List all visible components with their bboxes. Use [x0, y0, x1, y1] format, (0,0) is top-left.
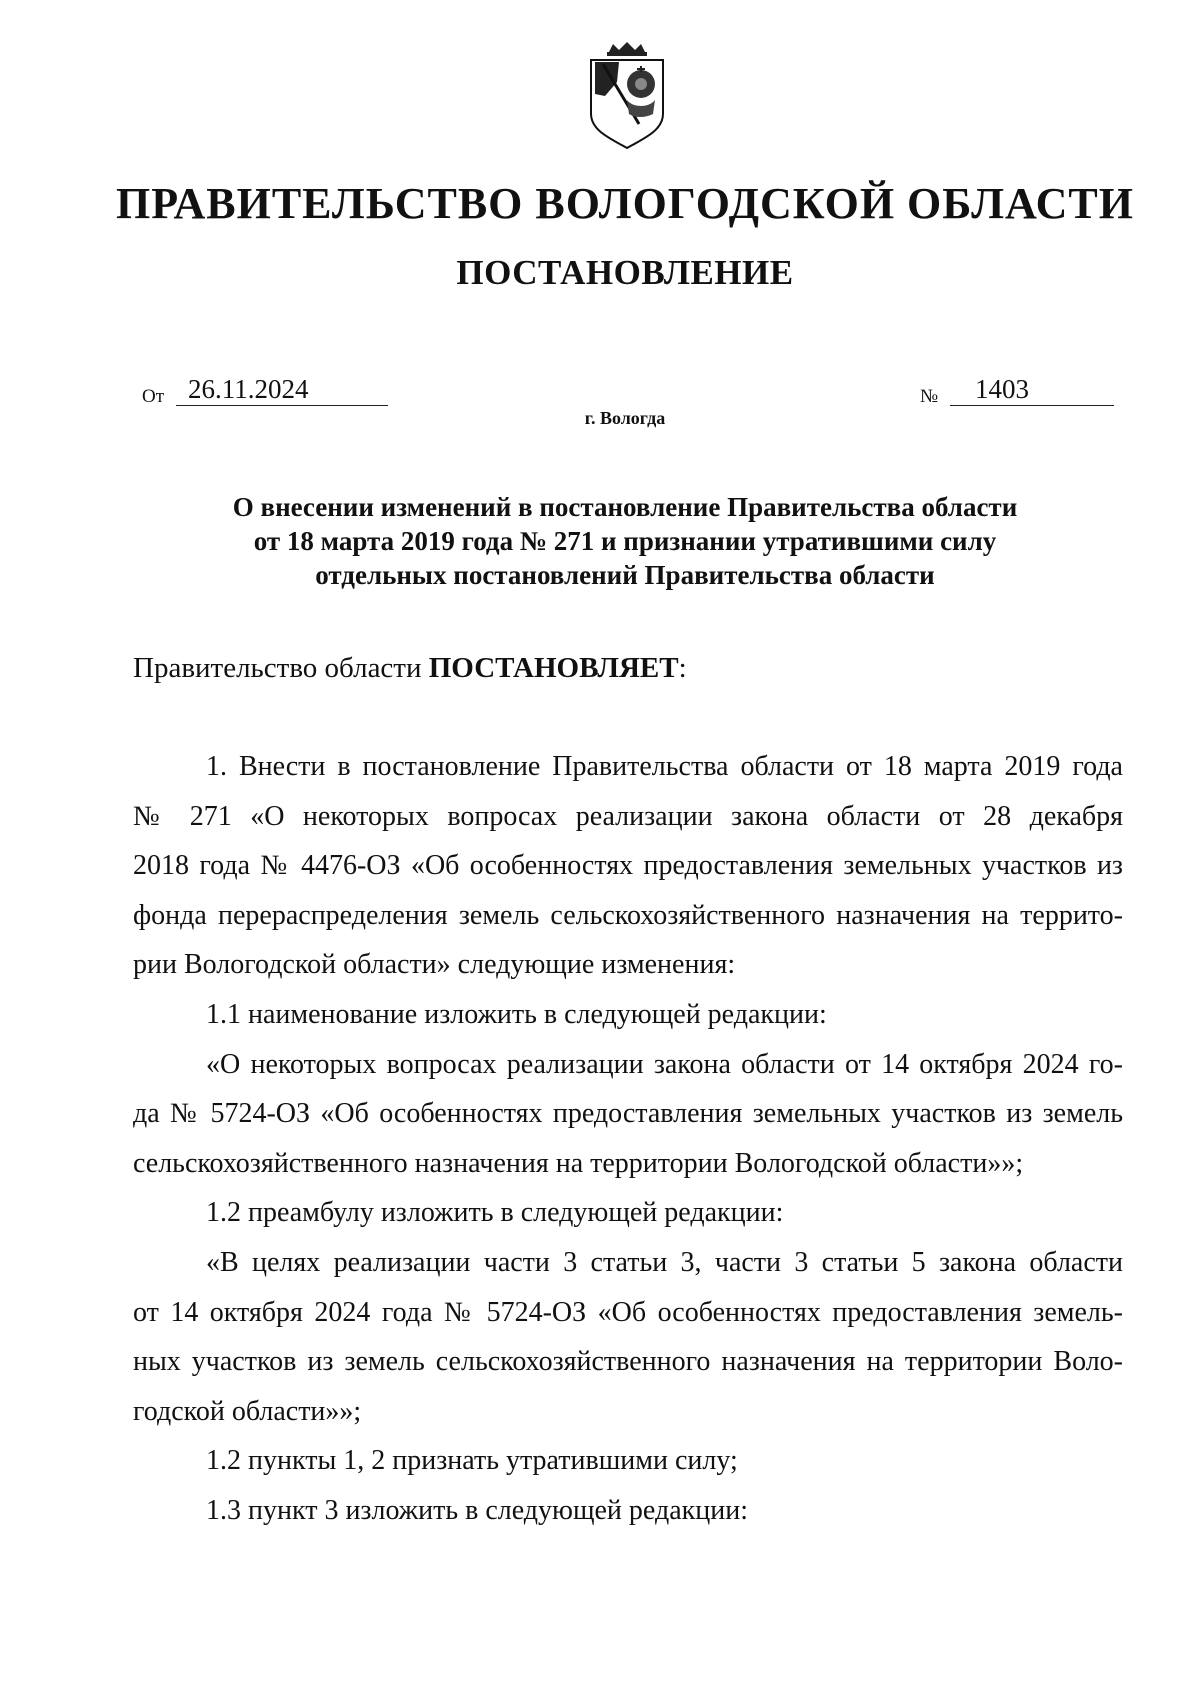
subject-line: О внесении изменений в постановление Правительства области [232, 492, 1018, 522]
body-line: годской области»»; [133, 1395, 362, 1427]
body-text [133, 742, 1123, 1536]
decree-suffix: : [678, 652, 687, 684]
subject-line: от 18 марта 2019 года № 271 и признании утратившими силу [253, 526, 997, 556]
document-subject [0, 490, 1200, 592]
body-line: «О некоторых вопросах реализации закона области от 14 октября 2024 го- [206, 1048, 1123, 1080]
body-line: да № 5724-ОЗ «Об особенностях предоставления земельных участков из земель [133, 1098, 1123, 1130]
document-type: ПОСТАНОВЛЕНИЕ [456, 253, 794, 292]
body-line: «В целях реализации части 3 статьи 3, части 3 статьи 5 закона области [206, 1246, 1123, 1278]
body-line: 1.2 преамбулу изложить в следующей редакции: [206, 1197, 784, 1229]
subject-line: отдельных постановлений Правительства области [315, 560, 935, 590]
coat-of-arms-icon [583, 42, 671, 150]
body-line: от 14 октября 2024 года № 5724-ОЗ «Об особенностях предоставления земель- [133, 1296, 1123, 1328]
body-line: 2018 года № 4476-ОЗ «Об особенностях предоставления земельных участков из [133, 850, 1123, 882]
document-date: 26.11.2024 [176, 374, 388, 406]
date-label: От [142, 386, 165, 407]
decree-prefix: Правительство области [133, 652, 429, 684]
body-line: 1. Внести в постановление Правительства области от 18 марта 2019 года [206, 751, 1123, 782]
city: г. Вологда [584, 408, 666, 428]
body-line: № 271 «О некоторых вопросах реализации закона области от 28 декабря [133, 800, 1123, 832]
body-line: рии Вологодской области» следующие изменения: [133, 949, 736, 981]
body-line: сельскохозяйственного назначения на территории Вологодской области»»; [133, 1147, 1024, 1179]
government-title: ПРАВИТЕЛЬСТВО ВОЛОГОДСКОЙ ОБЛАСТИ [116, 179, 1134, 228]
number-label: № [920, 386, 939, 407]
body-line: ных участков из земель сельскохозяйственного назначения на территории Воло- [133, 1346, 1123, 1378]
body-line: 1.1 наименование изложить в следующей редакции: [206, 998, 827, 1030]
document-number: 1403 [950, 374, 1114, 406]
decree-verb: ПОСТАНОВЛЯЕТ [428, 652, 679, 684]
body-line: фонда перераспределения земель сельскохозяйственного назначения на террито- [133, 899, 1123, 931]
body-line: 1.2 пункты 1, 2 признать утратившими силу; [206, 1445, 738, 1477]
body-line: 1.3 пункт 3 изложить в следующей редакции: [206, 1494, 748, 1526]
decree-line [133, 652, 687, 685]
